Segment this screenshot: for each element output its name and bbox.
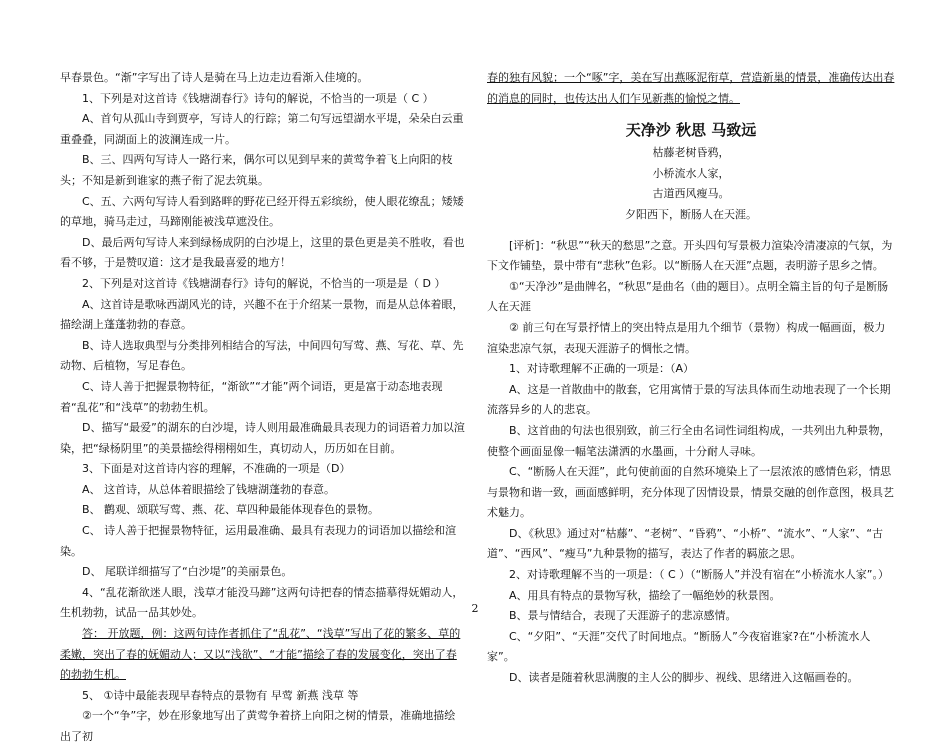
paragraph: ①“天净沙”是曲牌名，“秋思”是曲名（曲的题目）。点明全篇主旨的句子是断肠人在天涯	[487, 279, 889, 314]
paragraph: A、这首诗是歌咏西湖风光的诗，兴趣不在于介绍某一景物，而是从总体着眼，描绘湖上蓬蓬勃勃的春意。	[60, 297, 464, 332]
paragraph: C、“夕阳”、“天涯”交代了时间地点。“断肠人”今夜宿谁家?在“小桥流水人家”。	[487, 629, 871, 664]
poem-line: 夕阳西下，断肠人在天涯。	[625, 207, 757, 221]
spacer	[487, 226, 895, 236]
paragraph: C、诗人善于把握景物特征，“渐欲”“才能”两个词语，更是富于动态地表现着“乱花”和“浅草”的勃勃生机。	[60, 379, 443, 414]
paragraph: ② 前三句在写景抒情上的突出特点是用九个细节（景物）构成一幅画面，极力渲染悲凉气氛，表现天涯游子的惆怅之情。	[487, 320, 886, 355]
paragraph: 答： 开放题，例：这两句诗作者抓住了“乱花”、“浅草”写出了花的繁多、草的柔嫩，突出了春的妩媚动人；又以“浅欲”、“才能”描绘了春的发展变化，突出了春的勃勃生机。	[60, 627, 461, 682]
paragraph: ②一个“争”字，妙在形象地写出了黄莺争着挤上向阳之树的情景，准确地描绘出了初	[60, 709, 456, 743]
poem-line: 古道西风瘦马。	[652, 187, 730, 201]
paragraph: B、景与情结合，表现了天涯游子的悲凉感情。	[509, 609, 737, 623]
paragraph: 2、下列是对这首诗《钱塘湖春行》诗句的解说，不恰当的一项是是（ D ）	[82, 276, 446, 290]
poem-line: 枯藤老树昏鸦，	[652, 146, 730, 160]
paragraph: A、首句从孤山寺到贾亭，写诗人的行踪；第二句写远望湖水平堤，朵朵白云重重叠叠，同湖面上的波澜连成一片。	[60, 112, 464, 146]
paragraph: C、“断肠人在天涯”，此句使前面的自然环境染上了一层浓浓的感情色彩，情思与景物和谐一致，画面感鲜明，充分体现了因情设景，情景交融的创作意图，极具艺术魅力。	[487, 465, 894, 520]
left-column	[60, 68, 465, 748]
paragraph: D、最后两句写诗人来到绿杨成阴的白沙堤上，这里的景色更是美不胜收，看也看不够，于是赞叹道：这才是我最喜爱的地方！	[60, 235, 465, 270]
paragraph: A、这是一首散曲中的散套，它用寓情于景的写法具体而生动地表现了一个长期流落异乡的人的悲哀。	[487, 382, 891, 417]
paragraph: B、诗人选取典型与分类排列相结合的写法，中间四句写莺、燕、写花、草、先动物、后植物，写足春色。	[60, 338, 464, 373]
paragraph: D、描写“最爱”的湖东的白沙堤，诗人则用最准确最具表现力的词语着力加以渲染，把“绿杨阴里”的美景描绘得栩栩如生，真切动人，历历如在目前。	[60, 421, 465, 455]
page-number: 2	[471, 602, 479, 615]
paragraph: D、读者是随着秋思满腹的主人公的脚步、视线、思绪进入这幅画卷的。	[509, 671, 859, 685]
poem-title: 天净沙 秋思 马致远	[625, 121, 757, 140]
paragraph: A、 这首诗，从总体着眼描绘了钱塘湖蓬勃的春意。	[82, 482, 336, 496]
paragraph: B、这首曲的句法也很别致，前三行全由名词性词组构成，一共列出九种景物，使整个画面显像一幅笔法潇洒的水墨画，十分耐人寻味。	[487, 423, 891, 458]
paragraph: [评析]：“秋思”“秋天的愁思”之意。开头四句写景极力渲染冷清凄凉的气氛，为下文作铺垫，景中带有“悲秋”色彩。以“断肠人在天涯”点题，表明游子思乡之情。	[487, 238, 893, 273]
paragraph: 4、“乱花渐欲迷人眼，浅草才能没马蹄”这两句诗把春的情态描摹得妩媚动人，生机勃勃，试品一品其妙处。	[60, 585, 464, 620]
paragraph: C、 诗人善于把握景物特征，运用最准确、最具有表现力的词语加以描绘和渲染。	[60, 524, 457, 558]
paragraph: B、 鹳观、颂联写莺、燕、花、草四种最能体现春色的景物。	[82, 503, 380, 517]
paragraph: D、 尾联详细描写了“白沙堤”的美丽景色。	[82, 565, 293, 579]
paragraph: C、五、六两句写诗人看到路畔的野花已经开得五彩缤纷，使人眼花缭乱；矮矮的草地，骑马走过，马蹄刚能被浅草遮没住。	[60, 194, 464, 229]
right-column	[487, 68, 895, 689]
paragraph: 3、下面是对这首诗内容的理解，不准确的一项是（D）	[82, 462, 351, 476]
paragraph: 5、 ①诗中最能表现早春特点的景物有 早莺 新燕 浅草 等	[82, 688, 359, 702]
paragraph: 春的独有风貌；一个“啄”字，美在写出燕啄泥衔草，营造新巢的情景，准确传达出春的消息的同时，也传达出人们乍见新燕的愉悦之情。	[487, 71, 895, 105]
paragraph: 1、下列是对这首诗《钱塘湖春行》诗句的解说，不恰当的一项是（ C ）	[82, 91, 434, 105]
poem-line: 小桥流水人家，	[652, 166, 730, 180]
paragraph: B、三、四两句写诗人一路行来，偶尔可以见到早来的黄莺争着飞上向阳的枝头；不知是新到谁家的燕子衔了泥去筑巢。	[60, 153, 453, 187]
paragraph: 1、对诗歌理解不正确的一项是：（A）	[509, 362, 695, 376]
paragraph: D、《秋思》通过对“枯藤”、“老树”、“昏鸦”、“小桥”、“流水”、“人家”、“古道”、“西风”、“瘦马”九种景物的描写，表达了作者的羁旅之思。	[487, 526, 884, 561]
paragraph: 早春景色。“渐”字写出了诗人是骑在马上边走边看渐入佳境的。	[60, 71, 369, 84]
paragraph: A、用具有特点的景物写秋，描绘了一幅绝妙的秋景图。	[509, 588, 781, 602]
paragraph: 2、对诗歌理解不当的一项是：（ C ）（“断肠人”并没有宿在“小桥流水人家”。）	[509, 568, 889, 582]
